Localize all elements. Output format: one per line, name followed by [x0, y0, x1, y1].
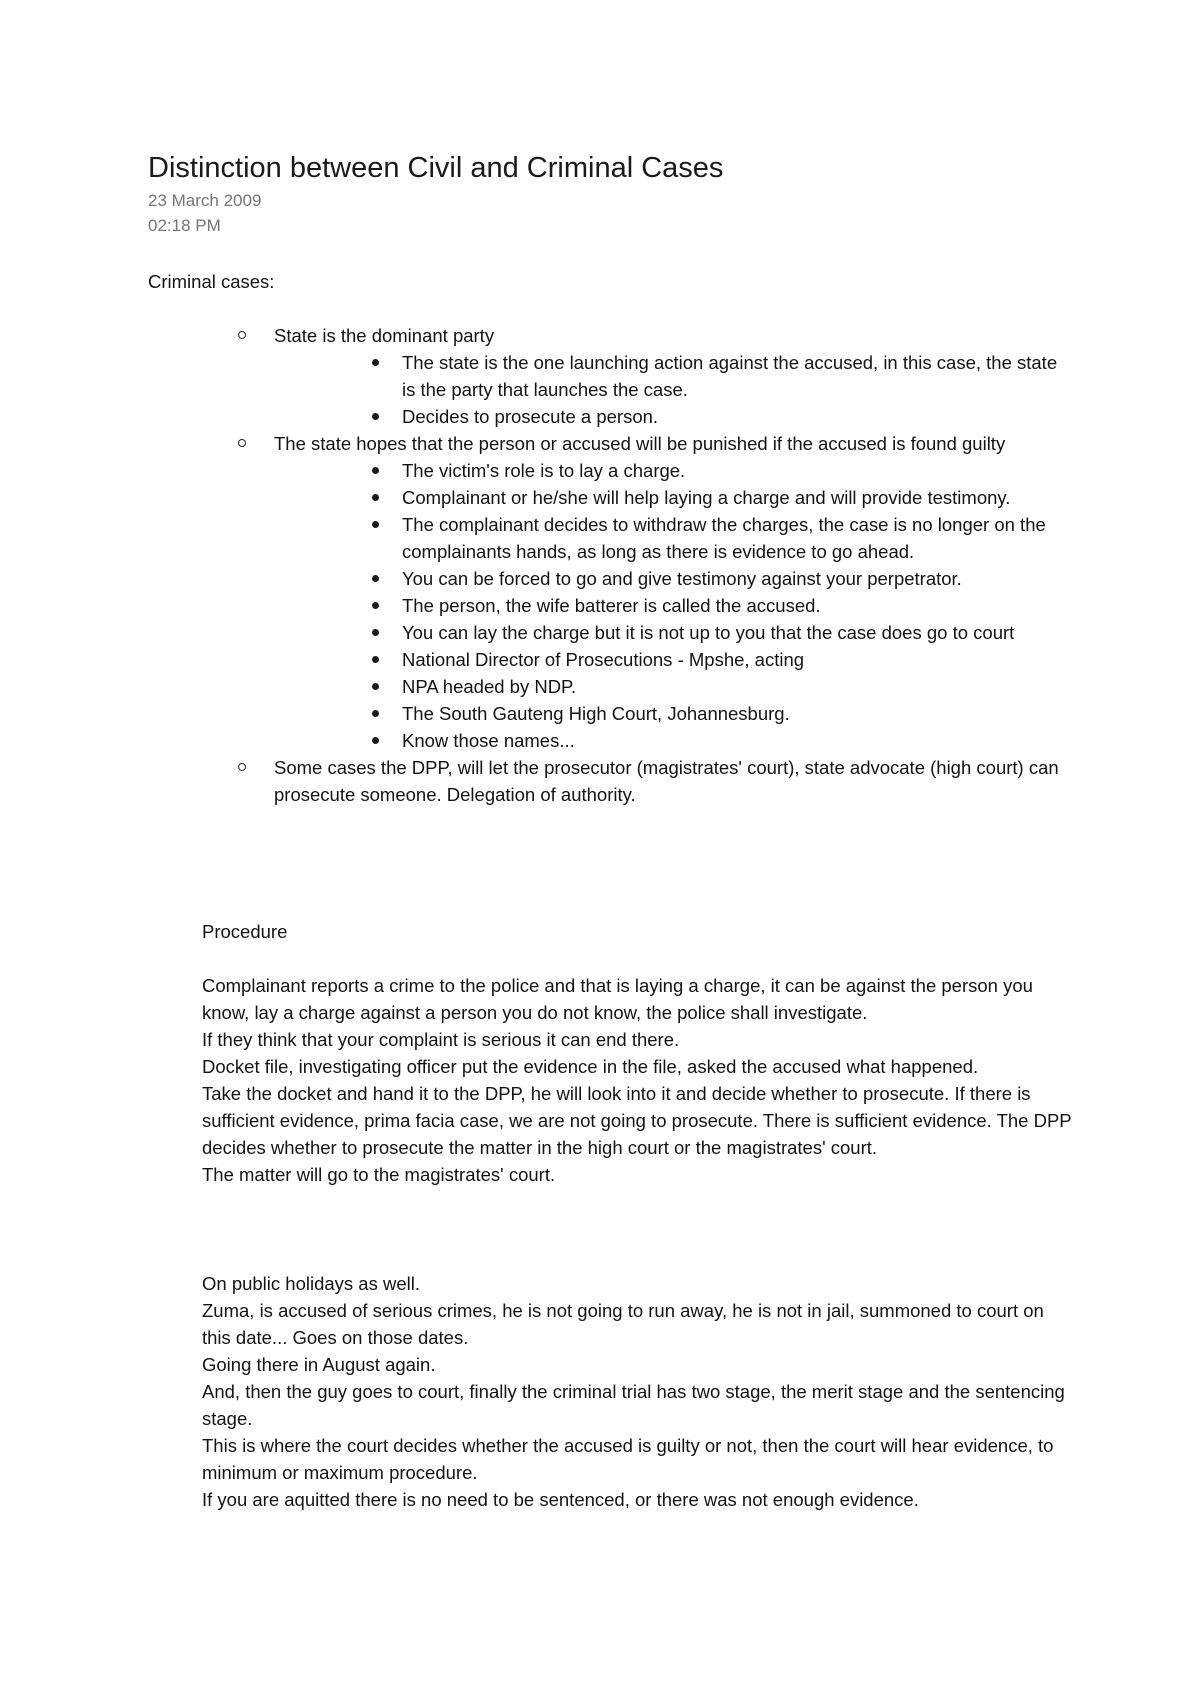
disc-bullet-icon [372, 710, 379, 717]
paragraph: On public holidays as well. [202, 1273, 420, 1294]
sub-item-text: You can be forced to go and give testimony against your perpetrator. [402, 568, 962, 589]
sub-item-text: NPA headed by NDP. [402, 676, 577, 697]
paragraph: This is where the court decides whether the accused is guilty or not, then the court will hear evidence, to minimum or maximum procedure. [202, 1435, 1054, 1483]
sub-item [402, 349, 1062, 403]
sub-item [402, 565, 1062, 592]
sub-item [402, 700, 1062, 727]
circle-bullet-icon [238, 331, 246, 339]
procedure-paragraphs [202, 972, 1072, 1188]
sub-item [402, 727, 1062, 754]
paragraph: If you are aquitted there is no need to be sentenced, or there was not enough evidence. [202, 1489, 919, 1510]
disc-bullet-icon [372, 494, 379, 501]
sub-item [402, 511, 1062, 565]
circle-bullet-icon [238, 439, 246, 447]
outline-item [0, 754, 1064, 808]
disc-bullet-icon [372, 521, 379, 528]
sub-item-text: The state is the one launching action against the accused, in this case, the state is the party that launches the case. [402, 352, 1058, 400]
disc-bullet-icon [372, 413, 379, 420]
paragraph: Complainant reports a crime to the police and that is laying a charge, it can be against the person you know, lay a charge against a person you do not know, the police shall investigate. [202, 975, 1033, 1023]
sub-item [402, 646, 1062, 673]
disc-bullet-icon [372, 467, 379, 474]
sub-item-text: Know those names... [402, 730, 575, 751]
disc-bullet-icon [372, 629, 379, 636]
sub-item-text: The complainant decides to withdraw the charges, the case is no longer on the complainants hands, as long as there is evidence to go ahead. [402, 514, 1046, 562]
outline-item-text: State is the dominant party [274, 325, 495, 346]
section-label-procedure: Procedure [202, 921, 288, 942]
sub-item-text: The person, the wife batterer is called the accused. [402, 595, 821, 616]
disc-bullet-icon [372, 575, 379, 582]
sub-item-text: You can lay the charge but it is not up to you that the case does go to court [402, 622, 1015, 643]
sub-list [274, 349, 1064, 430]
sub-item [402, 484, 1062, 511]
sub-item [402, 619, 1062, 646]
disc-bullet-icon [372, 683, 379, 690]
paragraph: Zuma, is accused of serious crimes, he is not going to run away, he is not in jail, summoned to court on this date... Goes on those dates. [202, 1300, 1044, 1348]
sub-item-text: Complainant or he/she will help laying a charge and will provide testimony. [402, 487, 1011, 508]
sub-item [402, 457, 1062, 484]
outline-item [0, 430, 1064, 754]
section-label-criminal-cases: Criminal cases: [148, 271, 275, 292]
outline-item [0, 322, 1064, 430]
disc-bullet-icon [372, 656, 379, 663]
disc-bullet-icon [372, 359, 379, 366]
paragraph: The matter will go to the magistrates' court. [202, 1164, 556, 1185]
outline-item-text: The state hopes that the person or accused will be punished if the accused is found guilty [274, 433, 1006, 454]
sub-item [402, 403, 1062, 430]
disc-bullet-icon [372, 602, 379, 609]
outline-item-text: Some cases the DPP, will let the prosecutor (magistrates' court), state advocate (high court) can prosecute someone. Delegation of authority. [274, 757, 1059, 805]
paragraph: And, then the guy goes to court, finally the criminal trial has two stage, the merit stage and the sentencing stage. [202, 1381, 1065, 1429]
paragraph: Going there in August again. [202, 1354, 436, 1375]
paragraph: Docket file, investigating officer put the evidence in the file, asked the accused what happened. [202, 1056, 979, 1077]
page-time: 02:18 PM [148, 216, 221, 235]
page-title: Distinction between Civil and Criminal Cases [148, 152, 724, 184]
sub-item [402, 592, 1062, 619]
circle-bullet-icon [238, 763, 246, 771]
disc-bullet-icon [372, 737, 379, 744]
criminal-cases-outline [0, 322, 1200, 808]
sub-item-text: Decides to prosecute a person. [402, 406, 659, 427]
page-date: 23 March 2009 [148, 191, 262, 210]
paragraph: If they think that your complaint is serious it can end there. [202, 1029, 680, 1050]
trial-paragraphs [202, 1270, 1072, 1513]
sub-item-text: National Director of Prosecutions - Mpshe, acting [402, 649, 805, 670]
sub-list [274, 457, 1064, 754]
sub-item [402, 673, 1062, 700]
sub-item-text: The victim's role is to lay a charge. [402, 460, 686, 481]
paragraph: Take the docket and hand it to the DPP, he will look into it and decide whether to prosecute. If there is sufficient evidence, prima facia case, we are not going to prosecute. There is sufficient evidence. The DPP decides whether to prosecute the matter in the high court or the magistrates' court. [202, 1083, 1072, 1158]
sub-item-text: The South Gauteng High Court, Johannesburg. [402, 703, 790, 724]
